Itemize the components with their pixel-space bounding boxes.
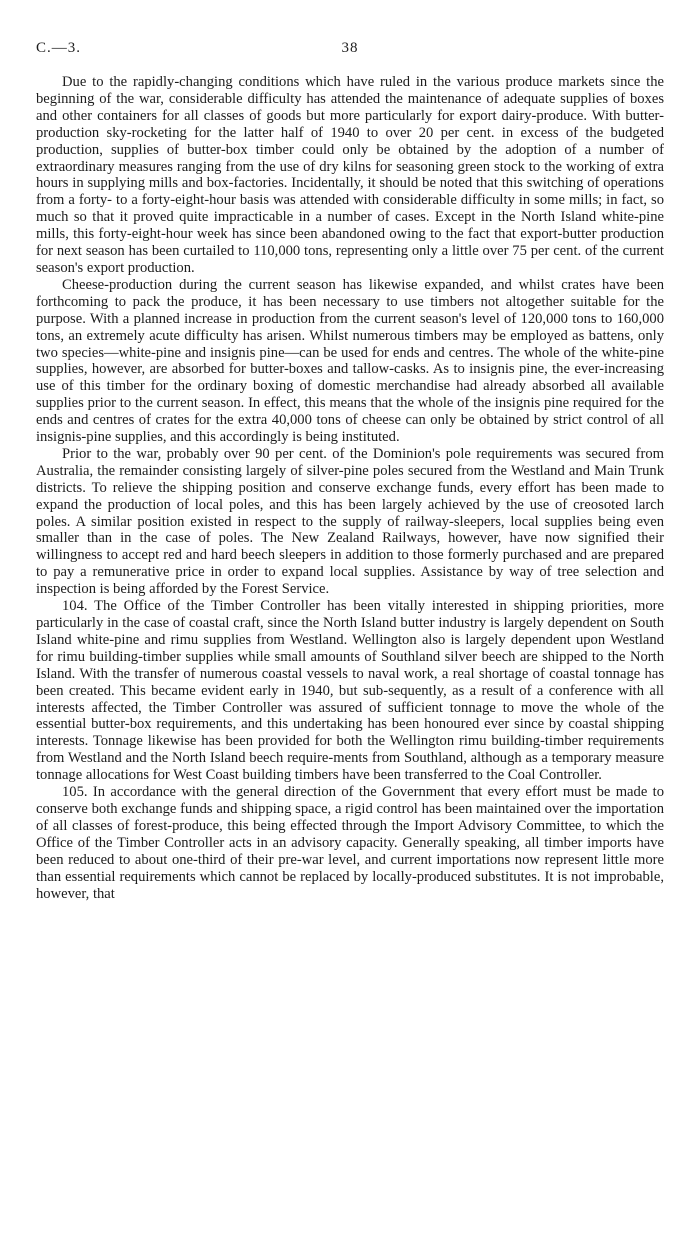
- page-header: [36, 40, 664, 62]
- paragraph-104: 104. The Office of the Timber Controller has been vitally interested in shipping priorities, more particularly in the case of coastal craft, since the North Island butter industry is largely dependent on South Island white-pine and rimu supplies from Westland. Wellington also is largely dependent upon Westland for rimu building-timber supplies while small amounts of Southland silver beech are shipped to the North Island. With the transfer of numerous coastal vessels to naval work, a real shortage of coastal tonnage has been created. This became evident early in 1940, but sub-sequently, as a result of a conference with all interests affected, the Timber Controller was assured of sufficient tonnage to move the whole of the essential butter-box requirements, and this undertaking has been honoured ever since by coastal shipping interests. Tonnage likewise has been provided for both the Wellington rimu building-timber requirements from Westland and the North Island beech require-ments from Southland, although as a temporary measure tonnage allocations for West Coast building timbers have been transferred to the Coal Controller.: [36, 598, 664, 784]
- body-text: [36, 74, 664, 902]
- paragraph: Due to the rapidly-changing conditions which have ruled in the various produce markets since the beginning of the war, considerable difficulty has attended the maintenance of adequate supplies of boxes and other containers for all classes of goods but more particularly for export dairy-produce. With butter-production sky-rocketing for the latter half of 1940 to over 20 per cent. in excess of the budgeted production, supplies of butter-box timber could only be obtained by the adoption of a number of extraordinary measures ranging from the use of dry kilns for seasoning green stock to the working of extra hours in supplying mills and box-factories. Incidentally, it should be noted that this switching of operations from a forty- to a forty-eight-hour basis was attended with considerable difficulty in some mills; in fact, so much so that it proved quite impracticable in a number of cases. Except in the North Island white-pine mills, this forty-eight-hour week has since been abandoned owing to the fact that export-butter production for next season has been curtailed to 110,000 tons, representing only a little over 75 per cent. of the current season's export production.: [36, 74, 664, 276]
- document-reference: C.—3.: [36, 40, 82, 56]
- paragraph-105: 105. In accordance with the general direction of the Government that every effort must be made to conserve both exchange funds and shipping space, a rigid control has been maintained over the importation of all classes of forest-produce, this being effected through the Import Advisory Committee, to which the Office of the Timber Controller acts in an advisory capacity. Generally speaking, all timber imports have been reduced to about one-third of their pre-war level, and current importations now represent little more than essential requirements which cannot be replaced by locally-produced substitutes. It is not improbable, however, that: [36, 784, 664, 902]
- paragraph: Prior to the war, probably over 90 per cent. of the Dominion's pole requirements was secured from Australia, the remainder consisting largely of silver-pine poles secured from the Westland and Main Trunk districts. To relieve the shipping position and conserve exchange funds, every effort has been made to expand the production of local poles, and this has been largely achieved by the use of creosoted larch poles. A similar position existed in respect to the supply of railway-sleepers, local supplies being even smaller than in the case of poles. The New Zealand Railways, however, have now signified their willingness to accept red and hard beech sleepers in addition to those formerly purchased and are prepared to pay a remunerative price in order to expand local supplies. Assistance by way of tree selection and inspection is being afforded by the Forest Service.: [36, 445, 664, 598]
- page-number: 38: [341, 40, 359, 56]
- paragraph: Cheese-production during the current season has likewise expanded, and whilst crates have been forthcoming to pack the produce, it has been necessary to use timbers not altogether suitable for the purpose. With a planned increase in production from the current season's level of 120,000 tons to 160,000 tons, an extremely acute difficulty has arisen. Whilst numerous timbers may be employed as battens, only two species—white-pine and insignis pine—can be used for ends and centres. The whole of the white-pine supplies, however, are absorbed for butter-boxes and tallow-casks. As to insignis pine, the ever-increasing use of this timber for the ordinary boxing of domestic merchandise had already absorbed all available supplies prior to the current season. In effect, this means that the whole of the insignis pine required for the ends and centres of crates for the extra 40,000 tons of cheese can only be obtained by strict control of all insignis-pine supplies, and this accordingly is being instituted.: [36, 276, 664, 446]
